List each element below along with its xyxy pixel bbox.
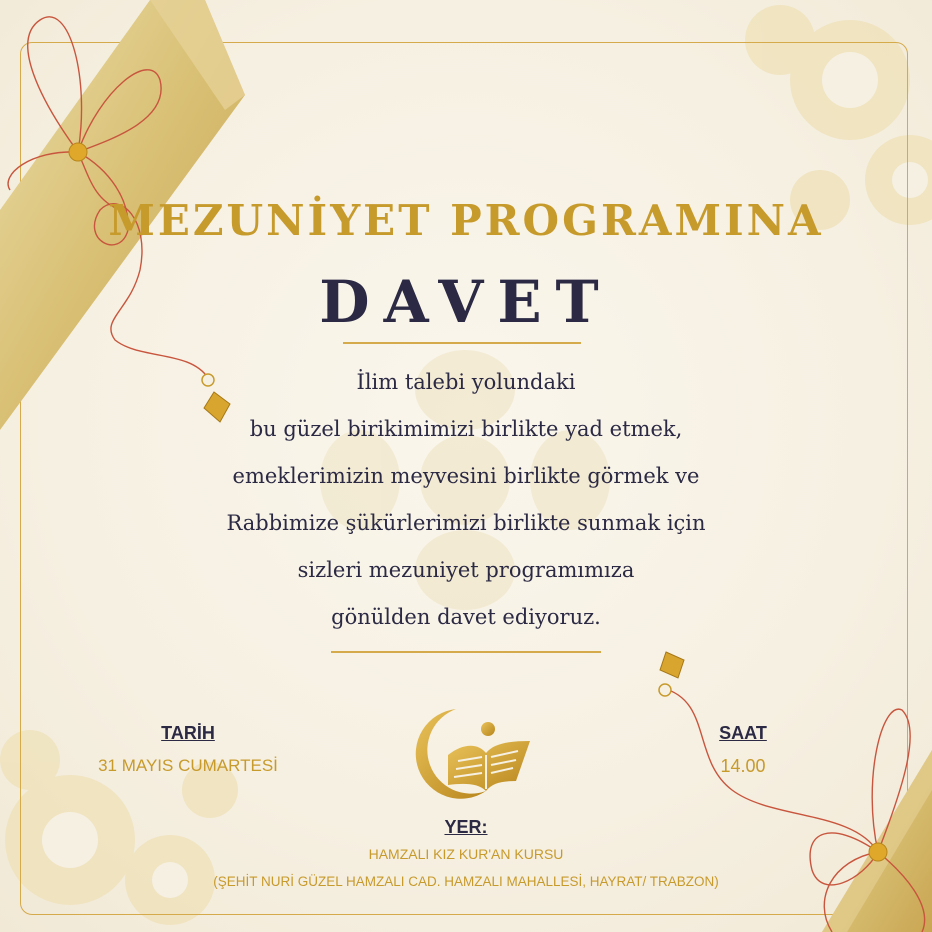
- body-line: İlim talebi yolundaki: [356, 370, 576, 394]
- body-line: emeklerimizin meyvesini birlikte görmek ve: [232, 464, 700, 488]
- body-divider: [331, 651, 601, 653]
- body-line: gönülden davet ediyoruz.: [331, 605, 601, 629]
- title-divider: [343, 342, 581, 344]
- date-value: 31 MAYIS CUMARTESİ: [98, 756, 278, 775]
- body-line: sizleri mezuniyet programımıza: [297, 558, 635, 582]
- time-label: SAAT: [719, 723, 767, 743]
- body-line: bu güzel birikimimizi birlikte yad etmek,: [249, 417, 683, 441]
- invitation-title: MEZUNİYET PROGRAMINA: [108, 196, 824, 245]
- body-line: Rabbimize şükürlerimizi birlikte sunmak için: [226, 511, 706, 535]
- time-value: 14.00: [720, 756, 766, 776]
- date-label: TARİH: [161, 723, 215, 743]
- venue-label: YER:: [444, 817, 488, 837]
- invitation-body: [166, 362, 766, 644]
- crescent-book-logo-icon: [398, 705, 536, 805]
- venue-name: HAMZALI KIZ KUR'AN KURSU: [368, 846, 564, 862]
- invitation-subtitle: DAVET: [319, 268, 613, 336]
- venue-address: (ŞEHİT NURİ GÜZEL HAMZALI CAD. HAMZALI MAHALLESİ, HAYRAT/ TRABZON): [213, 874, 719, 889]
